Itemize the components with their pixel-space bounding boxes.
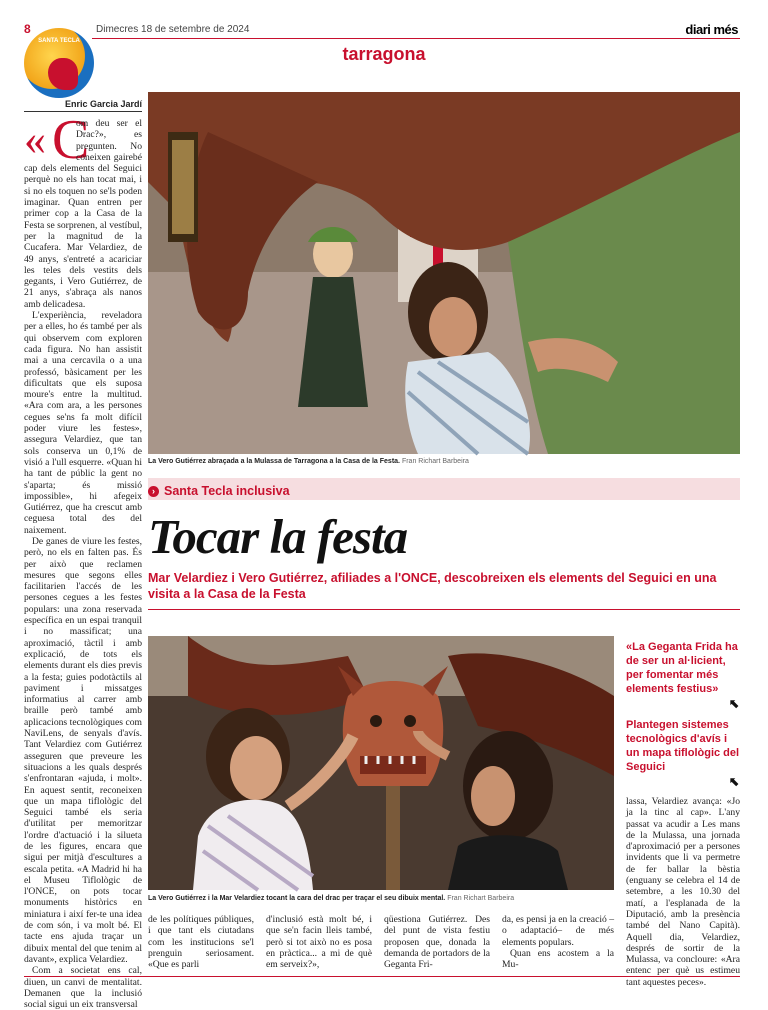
photo1-credit: Fran Richart Barbeira (401, 458, 469, 465)
article-column-bottom-2 (266, 914, 372, 970)
pull-quote-text: Plantegen sistemes tecnològics d'avís i un mapa tiflològic del Seguici (626, 719, 740, 773)
paragraph: De ganes de viure les festes, però, no els en falten pas. És per això que reclamen mesures que segons elles facilitarien l'accés de les persones cegues a les festes populars: una zona reservada específica en un espai tranquil i no massificat; una aproximació, tàctil i amb explicació, de tots els elements durant els dies previs a la festa; guies podotàctils al paviment i missatges informatius al carrer amb braille però també amb aplicacions tecnològiques com NaviLens, de senyals d'avís. Tant Velardiez com Gutiérrez asseguren que preveure les situacions a les quals després s'enfrontaran «ajuda, i molt». En aquest sentit, reconeixen que un mapa tiflològic del Seguici també els seria d'utilitat per memoritzar l'ordre d'actuació i la silueta de les figures, encara que sigui per mitjà d'escultures a escala petita. «A Madrid hi ha el Museu Tiflològic de l'ONCE, on pots tocar monuments històrics en miniatura i així fer-te una idea de com són, i va molt bé. El tacte ens ajuda traçar un dibuix mental del que tenim al davant», explica Velardiez. (24, 535, 142, 965)
photo-mulassa (148, 92, 740, 454)
paragraph: qüestiona Gutiérrez. Des del punt de vista festiu proposen que, donada la demanda de portadors de la Geganta Fri- (384, 914, 490, 971)
bottom-rule (24, 976, 740, 977)
byline: Enric Garcia Jardí (64, 99, 142, 109)
paragraph: om deu ser el Drac?», es pregunten. No coneixen gairebé cap dels elements del Seguici perquè no els han tocat mai, i si no els toquen no se'ls poden imaginar. Quan entren per primer cop a la Casa de la Festa se sorprenen, al vestíbul, per la magnitud de la Cucafera. Mar Velardiez, de 49 anys, s'entreté a acariciar les teles dels vestits dels gegants, i Vero Gutiérrez, de 21 anys, s'abraça als nanos amb delicadesa. (24, 118, 142, 310)
article-column-right (626, 796, 740, 988)
paragraph: Com a societat ens cal, diuen, un canvi de mentalitat. Demanen que la inclusió social sigui un eix transversal (24, 965, 142, 1010)
paragraph: da, es pensi ja en la creació –o adaptació– de més elements populars. (502, 914, 614, 948)
article-column-bottom-3 (384, 914, 490, 970)
subhead-rule (148, 609, 740, 610)
arrow-up-left-icon: ⬉ (729, 697, 740, 712)
paragraph: lassa, Velardiez avança: «Jo ja la tinc al cap». L'any passat va acudir a Les mans de la Mulassa, una jornada d'aproximació per a persones invidents que li va permetre de fer ballar la bèstia (enguany se celebra el 14 de setembre, a les 10.30 del matí, a l'esplanada de la Diputació, amb la presència també del Nano Capità). Aquell dia, Velardiez, després de sortir de la Mulassa, va concloure: «Ara entenc per què us estimeu tant aquestes peces». (626, 796, 740, 988)
arrow-up-left-icon: ⬉ (729, 775, 740, 790)
section-title: tarragona (342, 44, 426, 64)
issue-date: Dimecres 18 de setembre de 2024 (96, 24, 250, 35)
headline: Tocar la festa (148, 509, 408, 564)
article-column-left (24, 115, 142, 1010)
photo1-caption (148, 458, 469, 465)
photo-drac (148, 636, 614, 890)
lead-quote-mark: « (24, 115, 46, 164)
article-column-bottom-1 (148, 914, 254, 970)
pull-quote-1 (626, 640, 740, 712)
drop-cap: C (52, 109, 90, 171)
photo2-credit: Fran Richart Barbeira (447, 895, 515, 902)
kicker-text: Santa Tecla inclusiva (164, 484, 290, 498)
kicker (148, 484, 290, 498)
pull-quote-text: «La Geganta Frida ha de ser un al·licient, per fomentar més elements festius» (626, 641, 738, 695)
brand-logo: diari més (685, 22, 738, 37)
subhead: Mar Velardiez i Vero Gutiérrez, afiliades a l'ONCE, descobreixen els elements del Seguici en una visita a la Casa de la Festa (148, 571, 717, 601)
article-column-bottom-4 (502, 914, 614, 970)
paragraph: Quan ens acostem a la Mu- (502, 947, 614, 971)
paragraph: d'inclusió està molt bé, i que se'n facin lleis també, però si tot això no es posa en pràctica... a mi de què em serveix?», (266, 914, 372, 971)
logo-text: SANTA TECLA (38, 38, 80, 44)
photo2-caption-text: La Vero Gutiérrez i la Mar Velardiez tocant la cara del drac per traçar el seu dibuix mental. (148, 895, 446, 902)
photo-drac-illustration (148, 636, 614, 890)
photo1-caption-text: La Vero Gutiérrez abraçada a la Mulassa de Tarragona a la Casa de la Festa. (148, 458, 400, 465)
pull-quote-2 (626, 718, 740, 790)
paragraph: L'experiència, reveladora per a elles, ho és també per als qui observem com exploren cada figura. No han assistit mai a una cercavila o a una professó, bàsicament per les dificultats que els suposa moure's entre la multitud. «Ara com ara, a les persones cegues se'ns fa molt difícil poder viure les festes», assegura Velardiez, que tan sols conserva un 0,1% de visió a l'ull esquerre. «Quan hi ha tant de públic la gent no s'aparta; és missió impossible», hi afegeix Gutiérrez, que ha crescut amb ceguesa total des del naixement. (24, 310, 142, 536)
paragraph: de les polítiques públiques, i que tant els ciutadans com les institucions se'l prenguin seriosament. «Que es parli (148, 914, 254, 971)
drop-cap-space (24, 115, 76, 164)
header-rule (92, 38, 740, 39)
page-number: 8 (24, 22, 31, 36)
chevron-right-icon: › (148, 486, 159, 497)
photo-mulassa-illustration (148, 92, 740, 454)
photo2-caption (148, 895, 514, 902)
